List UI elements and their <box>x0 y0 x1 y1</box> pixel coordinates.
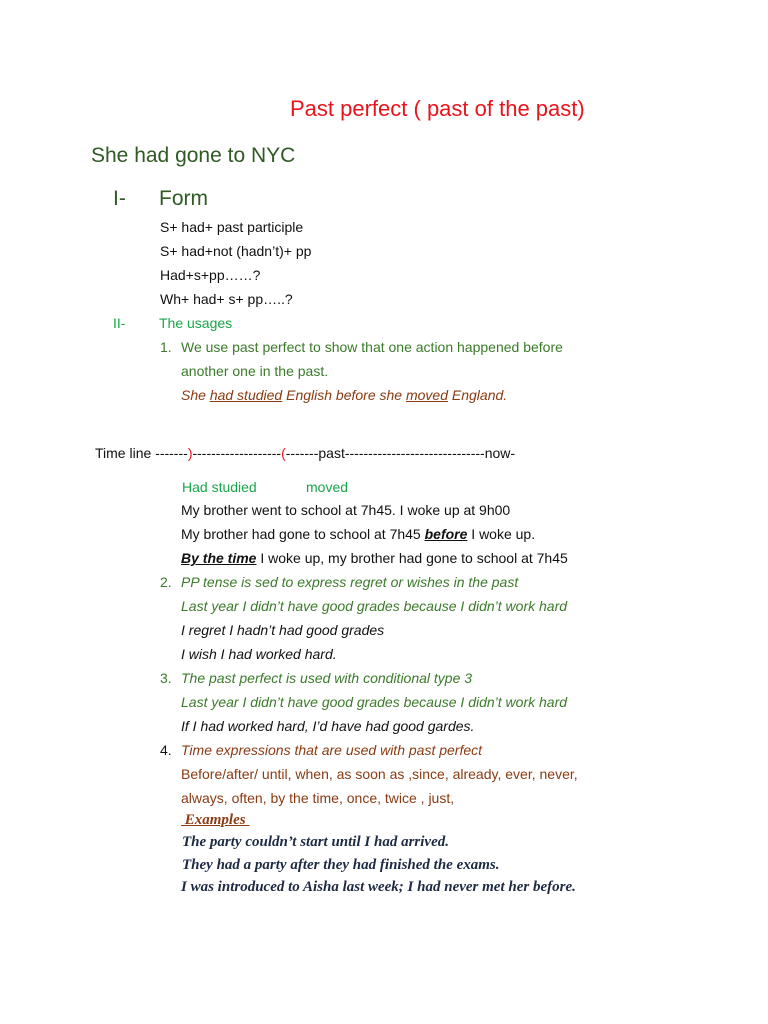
section-1-heading: Form <box>159 187 208 210</box>
usage-4-text: Time expressions that are used with past perfect <box>181 742 483 758</box>
timeline-segment: -------past------------------------------now- <box>285 445 516 461</box>
usage-2-line-3: I wish I had worked hard. <box>181 646 337 662</box>
usage-3-text: The past perfect is used with conditional type 3 <box>181 670 473 686</box>
timeline-segment: Time line ------- <box>95 445 188 461</box>
timeline-label-had-studied: Had studied <box>182 479 257 495</box>
usage-3-number: 3. <box>160 670 172 686</box>
usage-1-text-line-2: another one in the past. <box>181 363 329 379</box>
form-line-3: Had+s+pp……? <box>160 267 261 283</box>
example-emphasis: By the time <box>181 550 257 566</box>
timeline-marker: ) <box>187 445 193 461</box>
usage-2-line-1: Last year I didn’t have good grades because I didn’t work hard <box>181 598 568 614</box>
example-text: I woke up. <box>467 526 536 542</box>
examples-heading: Examples <box>181 812 250 828</box>
usage-4-line-1: Before/after/ until, when, as soon as ,since, already, ever, never, <box>181 766 578 782</box>
usage-4-number: 4. <box>160 742 172 758</box>
usage-2-line-2: I regret I hadn’t had good grades <box>181 622 385 638</box>
section-1-number: I- <box>113 187 126 210</box>
example-text: England. <box>448 387 508 403</box>
usage-4-line-2: always, often, by the time, once, twice , just, <box>181 790 455 806</box>
section-2-number: II- <box>113 315 126 331</box>
usage-2-number: 2. <box>160 574 172 590</box>
examples-line-1: The party couldn’t start until I had arrived. <box>182 834 449 850</box>
example-text: English before she <box>282 387 406 403</box>
example-text: My brother had gone to school at 7h45 <box>181 526 425 542</box>
section-2-heading: The usages <box>159 315 233 331</box>
timeline <box>95 445 515 461</box>
usage-2-text: PP tense is sed to express regret or wishes in the past <box>181 574 519 590</box>
example-underlined-verb: had studied <box>209 387 283 403</box>
example-line-3 <box>181 550 568 566</box>
usage-3-line-2: If I had worked hard, I’d have had good gardes. <box>181 718 475 734</box>
timeline-marker: ( <box>281 445 286 461</box>
example-line-2 <box>181 526 535 542</box>
example-text: She <box>181 387 210 403</box>
timeline-segment: ------------------- <box>192 445 282 461</box>
examples-line-3: I was introduced to Aisha last week; I had never met her before. <box>181 879 576 895</box>
form-line-4: Wh+ had+ s+ pp…..? <box>160 291 293 307</box>
form-line-1: S+ had+ past participle <box>160 219 304 235</box>
usage-3-line-1: Last year I didn’t have good grades because I didn’t work hard <box>181 694 568 710</box>
usage-1-text-line-1: We use past perfect to show that one action happened before <box>181 339 563 355</box>
timeline-label-moved: moved <box>306 479 349 495</box>
page-title: Past perfect ( past of the past) <box>290 96 585 121</box>
subtitle: She had gone to NYC <box>91 144 296 167</box>
example-line-1: My brother went to school at 7h45. I woke up at 9h00 <box>181 502 511 518</box>
example-underlined-verb: moved <box>405 387 448 403</box>
form-line-2: S+ had+not (hadn’t)+ pp <box>160 243 312 259</box>
example-text: I woke up, my brother had gone to school at 7h45 <box>256 550 568 566</box>
usage-1-number: 1. <box>160 339 172 355</box>
example-emphasis: before <box>424 526 468 542</box>
usage-1-example <box>181 387 507 403</box>
examples-line-2: They had a party after they had finished the exams. <box>182 857 500 873</box>
